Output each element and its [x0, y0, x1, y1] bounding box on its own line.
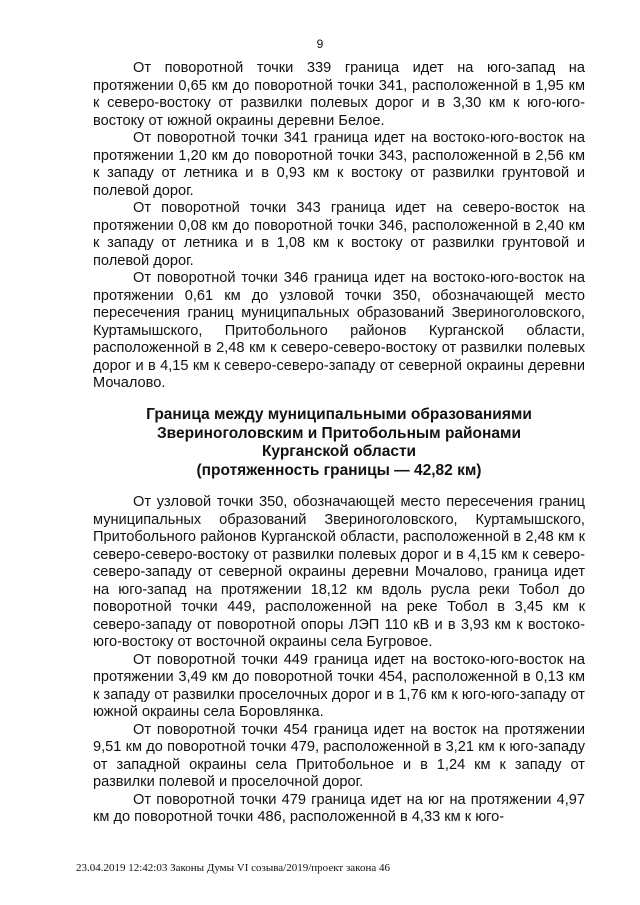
body-text-bottom: [93, 494, 585, 827]
heading-line: Граница между муниципальными образованиями: [146, 406, 532, 423]
paragraph: От поворотной точки 454 граница идет на восток на протяжении 9,51 км до поворотной точки 479, расположенной в 3,21 км к юго-западу от западной окраины села Притобольное и в 1,24 км к западу от развилки полевой и проселочной дорог.: [93, 721, 585, 790]
paragraph: От поворотной точки 479 граница идет на юг на протяжении 4,97 км до поворотной точки 486, расположенной в 4,33 км к юго-: [93, 791, 585, 825]
section-heading: [93, 406, 585, 480]
document-footer: 23.04.2019 12:42:03 Законы Думы VI созыва/2019/проект закона 46: [76, 862, 390, 874]
paragraph: От поворотной точки 341 граница идет на востоко-юго-восток на протяжении 1,20 км до поворотной точки 343, расположенной в 2,56 км к западу от летника и в 0,93 км к востоку от развилки грунтовой и полевой дорог.: [93, 130, 585, 199]
paragraph: От поворотной точки 343 граница идет на северо-восток на протяжении 0,08 км до поворотной точки 346, расположенной в 2,40 км к западу от летника и в 1,08 км к востоку от развилки грунтовой и полевой дорог.: [93, 200, 585, 269]
paragraph: От узловой точки 350, обозначающей место пересечения границ муниципальных образований Звериноголовского, Куртамышского, Притобольного районов Курганской области, расположенной в 2,48 км к северо-северо-востоку от развилки полевых дорог и в 4,15 км к северо-северо-западу от северной окраины деревни Мочалово, граница идет на юго-запад на протяжении 18,12 км вдоль русла реки Тобол до поворотной точки 449, расположенной на реке Тобол в 3,45 км к северо-западу от поворотной опоры ЛЭП 110 кВ и в 3,93 км к востоко-юго-востоку от восточной окраины села Бугровое.: [93, 494, 585, 650]
paragraph: От поворотной точки 449 граница идет на востоко-юго-восток на протяжении 3,49 км до поворотной точки 454, расположенной в 0,13 км к западу от развилки проселочных дорог и в 1,76 км к юго-юго-западу от южной окраины села Боровлянка.: [93, 651, 585, 720]
heading-line: Курганской области: [261, 443, 417, 460]
heading-line: Звериноголовским и Притобольным районами: [156, 424, 522, 442]
page-number: 9: [316, 37, 324, 51]
body-text-top: [93, 60, 585, 393]
paragraph: От поворотной точки 346 граница идет на востоко-юго-восток на протяжении 0,61 км до узловой точки 350, обозначающей место пересечения границ муниципальных образований Звериноголовского, Куртамышского, Притобольного районов Курганской области, расположенной в 2,48 км к северо-северо-востоку от развилки полевых дорог и в 4,15 км к северо-северо-западу от северной окраины деревни Мочалово.: [93, 270, 585, 391]
paragraph: От поворотной точки 339 граница идет на юго-запад на протяжении 0,65 км до поворотной точки 341, расположенной в 1,95 км к северо-востоку от развилки полевых дорог и в 3,30 км к юго-юго-востоку от южной окраины деревни Белое.: [93, 60, 585, 129]
heading-length: (протяженность границы — 42,82 км): [196, 461, 482, 479]
